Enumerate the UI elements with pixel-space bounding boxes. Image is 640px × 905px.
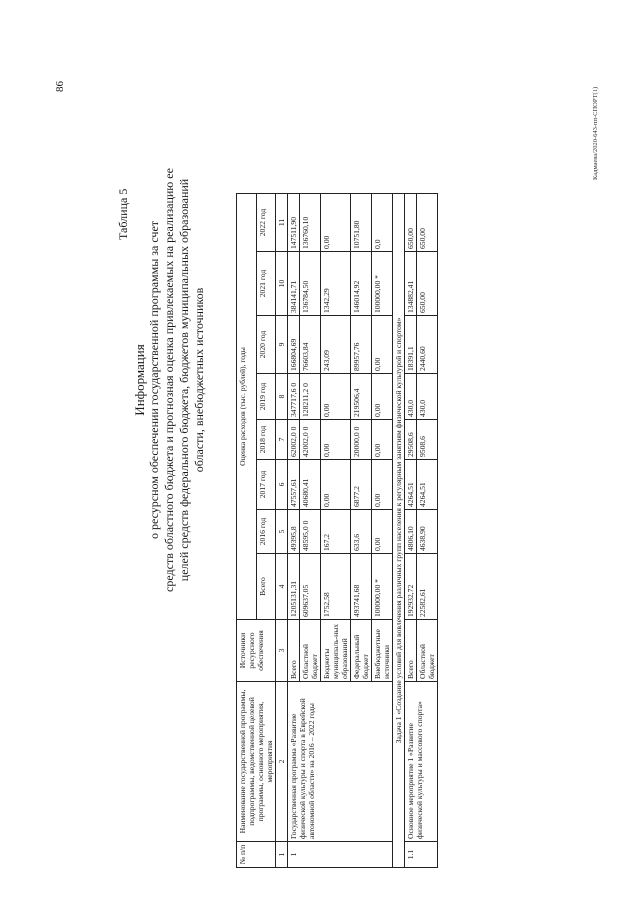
header-2021: 2021 год (256, 252, 276, 316)
value-cell: 4264,51 (405, 460, 417, 510)
source-cell: Внебюджетные источники (372, 620, 393, 682)
header-2016: 2016 год (256, 510, 276, 554)
task-heading: Задача 1 «Создание условий для вовлечения различных групп населения к регулярным занятиям физической культурой и спортом» (393, 194, 405, 868)
value-cell: 40680,41 (300, 460, 321, 510)
header-num: № п/п (237, 842, 276, 868)
index-cell: 8 (276, 374, 288, 420)
value-cell: 430,0 (405, 374, 417, 420)
value-cell: 0,00 (372, 510, 393, 554)
value-cell: 42002,0 0 (300, 420, 321, 460)
source-cell: Всего (405, 620, 417, 682)
index-cell: 2 (276, 682, 288, 842)
table-label: Таблица 5 (116, 188, 130, 240)
value-cell: 0,00 (372, 420, 393, 460)
header-2020: 2020 год (256, 316, 276, 374)
value-cell: 49395,8 (288, 510, 300, 554)
page-number: 86 (54, 81, 66, 92)
task-row (393, 194, 405, 868)
header-row-1 (237, 194, 257, 868)
table-row (288, 194, 300, 868)
value-cell: 167,2 (321, 510, 351, 554)
value-cell: 650,00 (405, 194, 417, 252)
header-estimate: Оценка расходов (тыс. рублей), годы (237, 194, 257, 620)
value-cell: 650,00 (417, 252, 438, 316)
value-cell: 192932,72 (405, 554, 417, 620)
value-cell: 0,0 (372, 194, 393, 252)
value-cell: 650,00 (417, 194, 438, 252)
value-cell: 10751,80 (351, 194, 372, 252)
value-cell: 166804,69 (288, 316, 300, 374)
title-line-1: Информация (132, 344, 147, 416)
document-footer-code: Кадмаева/2020-643-пп-СПОРТ(1) (592, 86, 599, 180)
title-line-5: области, внебюджетных источников (192, 287, 206, 473)
value-cell: 1752,58 (321, 554, 351, 620)
value-cell: 1342,29 (321, 252, 351, 316)
index-cell: 6 (276, 460, 288, 510)
value-cell: 0,00 (372, 460, 393, 510)
source-cell: Бюджеты муниципаль-ных образований (321, 620, 351, 682)
value-cell: 0,00 (321, 374, 351, 420)
column-index-row (276, 194, 288, 868)
program-num: 1 (288, 842, 393, 868)
resource-table (236, 193, 438, 868)
title-line-4: целей средств федерального бюджета, бюджетов муниципальных образований (177, 178, 191, 582)
value-cell: 89957,76 (351, 316, 372, 374)
value-cell: 100000,00 * (372, 554, 393, 620)
value-cell: 20000,0 0 (351, 420, 372, 460)
source-cell: Всего (288, 620, 300, 682)
value-cell: 4806,10 (405, 510, 417, 554)
index-cell: 11 (276, 194, 288, 252)
value-cell: 134882,41 (405, 252, 417, 316)
header-source: Источники ресурсного обеспечения (237, 620, 276, 682)
title-line-3: средств областного бюджета и прогнозная оценка привлекаемых на реализацию ее (162, 168, 176, 592)
header-total: Всего (256, 554, 276, 620)
value-cell: 0,00 (321, 194, 351, 252)
value-cell: 243,09 (321, 316, 351, 374)
program-name: Государственная программа «Развитие физической культуры и спорта в Еврейской автономной области» на 2016 – 2022 годы (288, 682, 393, 842)
header-2018: 2018 год (256, 420, 276, 460)
value-cell: 347717,6 0 (288, 374, 300, 420)
value-cell: 1205131,31 (288, 554, 300, 620)
rotated-page-content (0, 10, 640, 880)
value-cell: 29508,6 (405, 420, 417, 460)
index-cell: 7 (276, 420, 288, 460)
value-cell: 22582,61 (417, 554, 438, 620)
value-cell: 4638,90 (417, 510, 438, 554)
value-cell: 0,00 (321, 420, 351, 460)
source-cell: Областной бюджет (300, 620, 321, 682)
source-cell: Областной бюджет (417, 620, 438, 682)
value-cell: 219506,4 (351, 374, 372, 420)
value-cell: 633,6 (351, 510, 372, 554)
index-cell: 5 (276, 510, 288, 554)
value-cell: 9508,6 (417, 420, 438, 460)
header-2022: 2022 год (256, 194, 276, 252)
value-cell: 147511,90 (288, 194, 300, 252)
value-cell: 0,00 (372, 316, 393, 374)
source-cell: Федеральный бюджет (351, 620, 372, 682)
table-row (405, 194, 417, 868)
value-cell: 0,00 (321, 460, 351, 510)
value-cell: 430,0 (417, 374, 438, 420)
value-cell: 128211,2 0 (300, 374, 321, 420)
value-cell: 62002,0 0 (288, 420, 300, 460)
value-cell: 136784,50 (300, 252, 321, 316)
index-cell: 1 (276, 842, 288, 868)
value-cell: 48595,0 0 (300, 510, 321, 554)
value-cell: 18391,1 (405, 316, 417, 374)
value-cell: 146014,92 (351, 252, 372, 316)
value-cell: 609637,05 (300, 554, 321, 620)
header-name: Наименование государственной программы, подпрограммы, ведомственной целевой программы, основного мероприятия, мероприятия (237, 682, 276, 842)
header-2019: 2019 год (256, 374, 276, 420)
index-cell: 3 (276, 620, 288, 682)
value-cell: 384141,71 (288, 252, 300, 316)
value-cell: 100000,00 * (372, 252, 393, 316)
value-cell: 493741,68 (351, 554, 372, 620)
document-title (132, 70, 207, 690)
index-cell: 10 (276, 252, 288, 316)
value-cell: 6877,2 (351, 460, 372, 510)
value-cell: 2440,60 (417, 316, 438, 374)
header-2017: 2017 год (256, 460, 276, 510)
index-cell: 9 (276, 316, 288, 374)
title-line-2: о ресурсном обеспечении государственной программы за счет (147, 220, 161, 540)
index-cell: 4 (276, 554, 288, 620)
value-cell: 4264,51 (417, 460, 438, 510)
value-cell: 76603,84 (300, 316, 321, 374)
measure-name: Основное мероприятие 1 «Развитие физической культуры и массового спорта» (405, 682, 438, 842)
value-cell: 47557,61 (288, 460, 300, 510)
value-cell: 0,00 (372, 374, 393, 420)
measure-num: 1.1 (405, 842, 438, 868)
value-cell: 136760,10 (300, 194, 321, 252)
